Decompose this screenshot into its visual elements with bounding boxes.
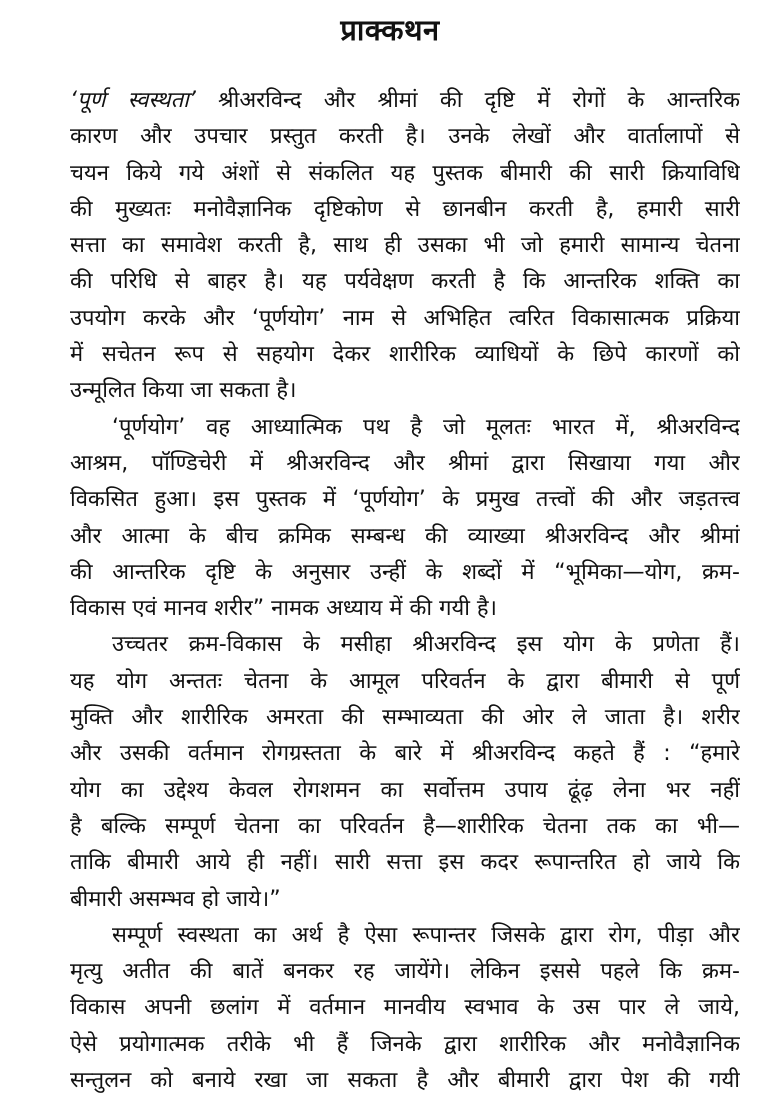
line-text: मुक्ति और शारीरिक अमरता की सम्भाव्यता की ओर ले जाता है। शरीर — [70, 705, 740, 731]
text-line — [70, 519, 740, 555]
line-text: और उसकी वर्तमान रोगग्रस्तता के बारे में श्रीअरविन्द कहते हैं : “हमारे — [70, 741, 740, 767]
line-text: उच्चतर क्रम-विकास के मसीहा श्रीअरविन्द इस योग के प्रणेता हैं। — [112, 632, 740, 658]
text-line — [70, 627, 740, 663]
line-text: बीमारी असम्भव हो जाये।” — [70, 886, 281, 912]
text-line — [70, 156, 740, 192]
line-text: ऐसे प्रयोगात्मक तरीके भी हैं जिनके द्वारा शारीरिक और मनोवैज्ञानिक — [70, 1031, 740, 1057]
text-line — [70, 337, 740, 373]
line-text: की आन्तरिक दृष्टि के अनुसार उन्हीं के शब्दों में “भूमिका—योग, क्रम- — [70, 559, 740, 585]
text-line — [70, 809, 740, 845]
line-text: आश्रम, पॉण्डिचेरी में श्रीअरविन्द और श्रीमां द्वारा सिखाया गया और — [70, 450, 740, 476]
text-line — [70, 845, 740, 881]
text-line — [70, 736, 740, 772]
text-line — [70, 700, 740, 736]
text-line — [70, 773, 740, 809]
document-body — [70, 83, 740, 1099]
text-line — [70, 83, 740, 119]
line-text: विकास अपनी छलांग में वर्तमान मानवीय स्वभाव के उस पार ले जाये, — [70, 995, 740, 1021]
paragraph — [70, 83, 740, 410]
text-line — [70, 555, 740, 591]
line-text: की परिधि से बाहर है। यह पर्यवेक्षण करती है कि आन्तरिक शक्ति का — [70, 269, 740, 295]
text-line — [70, 482, 740, 518]
line-text: है बल्कि सम्पूर्ण चेतना का परिवर्तन है—शारीरिक चेतना तक का भी— — [70, 813, 740, 839]
line-text: सन्तुलन को बनाये रखा जा सकता है और बीमारी द्वारा पेश की गयी — [70, 1068, 740, 1094]
line-text: ताकि बीमारी आये ही नहीं। सारी सत्ता इस कदर रूपान्तरित हो जाये कि — [70, 850, 740, 876]
text-line — [70, 228, 740, 264]
text-line — [70, 990, 740, 1026]
line-text: विकास एवं मानव शरीर” नामक अध्याय में की गयी है। — [70, 596, 497, 622]
line-text: चयन किये गये अंशों से संकलित यह पुस्तक बीमारी की सारी क्रियाविधि — [70, 160, 740, 186]
text-line — [70, 1027, 740, 1063]
text-line — [70, 410, 740, 446]
text-line — [70, 446, 740, 482]
paragraph — [70, 627, 740, 917]
line-text: की मुख्यतः मनोवैज्ञानिक दृष्टिकोण से छानबीन करती है, हमारी सारी — [70, 196, 740, 222]
line-text: श्रीअरविन्द और श्रीमां की दृष्टि में रोगों के आन्तरिक — [195, 88, 740, 113]
text-line — [70, 264, 740, 300]
text-line — [70, 918, 740, 954]
line-text: में सचेतन रूप से सहयोग देकर शारीरिक व्याधियों के छिपे कारणों को — [70, 342, 740, 368]
line-text: यह योग अन्ततः चेतना के आमूल परिवर्तन के द्वारा बीमारी से पूर्ण — [70, 668, 740, 694]
italic-book-title: ‘पूर्ण स्वस्थता’ — [70, 88, 196, 113]
line-text: उपयोग करके और ‘पूर्णयोग’ नाम से अभिहित त्वरित विकासात्मक प्रक्रिया — [70, 305, 740, 331]
line-text: और आत्मा के बीच क्रमिक सम्बन्ध की व्याख्या श्रीअरविन्द और श्रीमां — [70, 523, 740, 549]
text-line — [70, 301, 740, 337]
line-text: मृत्यु अतीत की बातें बनकर रह जायेंगे। लेकिन इससे पहले कि क्रम- — [70, 959, 740, 985]
text-line — [70, 373, 740, 409]
text-line — [70, 664, 740, 700]
line-text: योग का उद्देश्य केवल रोगशमन का सर्वोत्तम उपाय ढूंढ़ लेना भर नहीं — [70, 777, 740, 803]
page-title: प्राक्कथन — [340, 13, 440, 47]
text-line — [70, 591, 740, 627]
paragraph — [70, 410, 740, 628]
text-line — [70, 119, 740, 155]
line-text: सत्ता का समावेश करती है, साथ ही उसका भी जो हमारी सामान्य चेतना — [70, 233, 740, 259]
line-text: सम्पूर्ण स्वस्थता का अर्थ है ऐसा रूपान्तर जिसके द्वारा रोग, पीड़ा और — [112, 922, 740, 948]
text-line — [70, 882, 740, 918]
line-text: विकसित हुआ। इस पुस्तक में ‘पूर्णयोग’ के प्रमुख तत्त्वों की और जड़तत्त्व — [70, 487, 740, 513]
paragraph — [70, 918, 740, 1099]
line-text: उन्मूलित किया जा सकता है। — [70, 378, 297, 404]
line-text: ‘पूर्णयोग’ वह आध्यात्मिक पथ है जो मूलतः भारत में, श्रीअरविन्द — [112, 414, 740, 440]
text-line — [70, 1063, 740, 1099]
text-line — [70, 954, 740, 990]
line-text: कारण और उपचार प्रस्तुत करती है। उनके लेखों और वार्तालापों से — [70, 124, 740, 150]
text-line — [70, 192, 740, 228]
